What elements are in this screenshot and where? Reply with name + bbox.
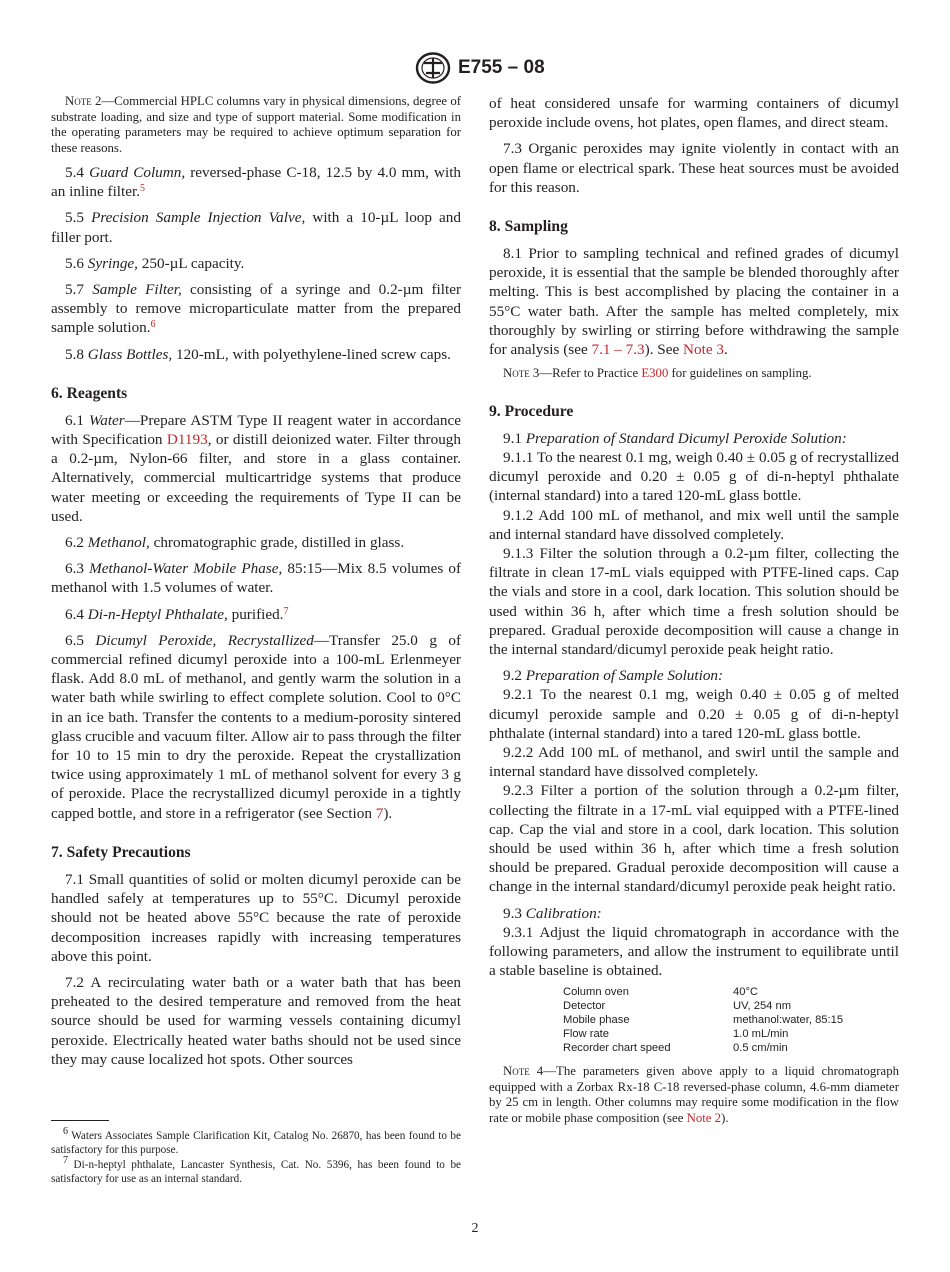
footnote-6 <box>51 1126 461 1157</box>
footnote-ref[interactable]: 5 <box>140 183 145 195</box>
section-6-4 <box>51 605 461 624</box>
parameter-row <box>563 1014 899 1028</box>
parameter-row <box>563 1042 899 1056</box>
page-number: 2 <box>471 1221 479 1236</box>
section-9-1-2: 9.1.2 Add 100 mL of methanol, and mix well until the sample and internal standard have dissolved completely. <box>489 506 899 543</box>
section-term: Water <box>88 411 125 429</box>
section-9-3-1: 9.3.1 Adjust the liquid chromatograph in accordance with the following parameters, and allow the instrument to equilibrate until a stable baseline is obtained. <box>489 923 899 980</box>
parameter-row <box>563 1000 899 1014</box>
section-term: Precision Sample Injection Valve, <box>91 209 306 227</box>
section-number: 9.3 <box>503 904 522 922</box>
page-header <box>0 52 950 86</box>
section-text: , 85:15—Mix 8.5 volumes of methanol with 1.5 volumes of water. <box>51 560 462 597</box>
parameter-value: 1.0 mL/min <box>733 1027 789 1040</box>
section-9-1 <box>489 429 899 448</box>
instrument-parameters-table <box>563 986 899 1055</box>
section-6-2 <box>51 533 461 552</box>
link-e300[interactable]: E300 <box>641 366 669 381</box>
footnote-text: Waters Associates Sample Clarification Kit, Catalog No. 26870, has been found to be satisfactory for this purpose. <box>51 1130 461 1156</box>
section-term: Calibration: <box>525 904 602 922</box>
section-text: ). See <box>644 341 684 359</box>
section-term: Preparation of Sample Solution: <box>525 667 724 685</box>
section-term: Glass Bottles, <box>87 345 173 363</box>
note-text: for guidelines on sampling. <box>668 366 812 381</box>
section-term: Syringe, <box>87 254 138 272</box>
section-number: 9.2 <box>503 667 522 685</box>
footnotes <box>51 1120 461 1187</box>
footnote-divider <box>51 1120 109 1121</box>
section-text: 8.1 Prior to sampling technical and refined grades of dicumyl peroxide, it is essential that the sample be blended thoroughly after melting. This is best accomplished by placing the container in a 55°C water bath. After the sample has melted completely, mix thoroughly by swirling or stirring before withdrawing the sample for analysis (see <box>489 245 899 359</box>
footnote-text: Di-n-heptyl phthalate, Lancaster Synthesis, Cat. No. 5396, has been found to be satisfactory for use as an internal standard. <box>51 1159 461 1185</box>
note-label: Note 4 <box>503 1064 544 1079</box>
section-text: 250-µL capacity. <box>137 254 245 272</box>
link-d1193[interactable]: D1193 <box>166 431 208 449</box>
section-5-8 <box>51 345 461 364</box>
note-4 <box>489 1064 899 1126</box>
right-column <box>489 94 899 1133</box>
note-label: Note 2 <box>65 94 102 108</box>
note-text: ). <box>721 1110 729 1125</box>
section-text: ). <box>383 804 393 822</box>
section-5-5 <box>51 208 461 246</box>
section-number: 5.5 <box>65 209 84 227</box>
section-term: Di-n-Heptyl Phthalate, <box>87 605 228 623</box>
link-note-2[interactable]: Note 2 <box>686 1110 722 1125</box>
parameter-row <box>563 986 899 1000</box>
document-designation: E755 – 08 <box>458 57 545 78</box>
footnote-number: 7 <box>63 1155 68 1166</box>
section-9-1-1: 9.1.1 To the nearest 0.1 mg, weigh 0.40 ± 0.05 g of recrystallized dicumyl peroxide and 0.20 ± 0.05 g of di-n-heptyl phthalate (internal standard) into a tared 120-mL glass bottle. <box>489 448 899 505</box>
parameter-name: Detector <box>563 1000 606 1013</box>
left-column <box>51 94 461 1069</box>
section-heading-reagents: 6. Reagents <box>51 384 128 402</box>
section-heading-safety: 7. Safety Precautions <box>51 843 191 861</box>
section-text: . <box>723 341 728 359</box>
parameter-value: methanol:water, 85:15 <box>733 1014 844 1027</box>
section-7-3: 7.3 Organic peroxides may ignite violently in contact with an open flame or electrical spark. These heat sources must be avoided for this reason. <box>489 140 899 196</box>
section-number: 6.5 <box>65 631 84 649</box>
section-heading-sampling: 8. Sampling <box>489 218 568 236</box>
section-heading-procedure: 9. Procedure <box>489 402 574 420</box>
section-text: —Prepare ASTM Type II reagent water in accordance with Specification <box>51 411 461 449</box>
section-number: 9.1 <box>503 429 522 447</box>
section-9-2-1: 9.2.1 To the nearest 0.1 mg, weigh 0.40 ± 0.05 g of melted dicumyl peroxide sample and 0.20 ± 0.05 g of di-n-heptyl phthalate (internal standard) into a tared 120-mL glass bottle. <box>489 686 899 742</box>
parameter-value: UV, 254 nm <box>733 1000 792 1013</box>
section-5-4 <box>51 163 461 201</box>
parameter-name: Column oven <box>563 986 629 999</box>
parameter-name: Mobile phase <box>563 1014 630 1027</box>
section-number: 6.1 <box>65 411 84 429</box>
footnote-ref[interactable]: 7 <box>283 605 289 617</box>
section-number: 5.7 <box>65 281 84 299</box>
section-number: 6.2 <box>65 534 84 552</box>
section-number: 6.4 <box>65 605 84 623</box>
section-6-1 <box>51 411 461 526</box>
section-6-5 <box>51 631 461 823</box>
astm-logo-icon <box>415 52 451 84</box>
section-text: reversed-phase C-18, 12.5 by 4.0 mm, with an inline filter. <box>51 164 462 201</box>
note-text: —Refer to Practice <box>539 366 642 381</box>
section-9-2 <box>489 666 899 685</box>
parameter-row <box>563 1028 899 1042</box>
note-3 <box>489 366 899 382</box>
section-6-3 <box>51 559 461 597</box>
section-7-2: 7.2 A recirculating water bath or a water bath that has been preheated to the desired temperature and removed from the heat source should be used for warming vessels containing dicumyl peroxide. Electrically heated water baths should not be used since they may cause localized hot spots. Other sources <box>51 973 461 1068</box>
section-term: Sample Filter, <box>92 281 182 299</box>
footnote-7 <box>51 1155 461 1186</box>
section-text: 120-mL, with polyethylene-lined screw caps. <box>172 345 451 363</box>
footnote-number: 6 <box>63 1126 68 1137</box>
section-number: 5.8 <box>65 345 84 363</box>
section-term: Preparation of Standard Dicumyl Peroxide Solution: <box>525 429 847 447</box>
footnote-ref[interactable]: 6 <box>150 319 156 331</box>
parameter-value: 0.5 cm/min <box>733 1041 788 1054</box>
link-sections-7-1-7-3[interactable]: 7.1 – 7.3 <box>591 341 645 359</box>
section-9-2-3: 9.2.3 Filter a portion of the solution through a 0.2-µm filter, collecting the filtrate in a 17-mL vial equipped with a PTFE-lined cap. Cap the vial and store in a cool, dark location. This solution should be used within 36 h, after which time a fresh solution should be prepared. Gradual peroxide decomposition will cause a change in the internal standard/dicumyl peroxide peak height ratio. <box>489 782 899 896</box>
note-2 <box>51 94 461 156</box>
section-9-3 <box>489 904 899 923</box>
section-text: , or distill deionized water. Filter through a 0.2-µm, Nylon-66 filter, and store in a glass container. Alternatively, commercial multicartridge systems that produce water meeting or exceeding the requirements of Type II can be used. <box>51 431 461 525</box>
section-5-6 <box>51 254 461 273</box>
parameter-name: Recorder chart speed <box>563 1041 671 1054</box>
section-text: with a 10-µL loop and filler port. <box>51 209 461 246</box>
section-number: 5.4 <box>65 164 84 181</box>
section-text: —Transfer 25.0 g of commercial refined dicumyl peroxide into a 100-mL Erlenmeyer flask. Add 8.0 mL of methanol, and gently warm the solution in a water bath while swirling to effect complete solution. Cool to 0°C in an ice bath. Transfer the contents to a medium-porosity sintered glass crucible and vacuum filter. Allow air to pass through the filter for 10 to 15 min to dry the peroxide. Repeat the crystallization twice using approximately 1 mL of methanol solvent for every 3 g of peroxide. Place the recrystallized dicumyl peroxide in a tightly capped bottle, and store in a refrigerator (see Section <box>51 631 461 822</box>
parameter-value: 40°C <box>733 986 758 999</box>
section-9-1-3: 9.1.3 Filter the solution through a 0.2-µm filter, collecting the filtrate in clean 17-mL vials equipped with PTFE-lined caps. Cap the vials and store in a cool, dark location. This solution should be used within 36 h, after which time a fresh solution should be prepared. Gradual peroxide decomposition will cause a change in the internal standard/dicumyl peroxide peak height ratio. <box>489 544 899 658</box>
note-text: —The parameters given above apply to a liquid chromatograph equipped with a Zorbax Rx-18 C-18 reversed-phase column, 4.6-mm diameter by 25 cm in length. Other columns may require some modification in the flow rate or mobile phase composition (see <box>489 1064 899 1125</box>
section-number: 6.3 <box>65 560 84 578</box>
section-7-2-continued: of heat considered unsafe for warming containers of dicumyl peroxide include ovens, hot plates, open flames, and direct steam. <box>489 95 899 132</box>
note-text: —Commercial HPLC columns vary in physical dimensions, degree of substrate loading, and size and type of support material. Some modification in the operating parameters may be required to achieve optimum separation for these reasons. <box>51 94 461 155</box>
section-text: chromatographic grade, distilled in glass. <box>149 534 405 552</box>
section-text: consisting of a syringe and 0.2-µm filter assembly to remove microparticulate matter from the prepared sample solution. <box>51 281 462 337</box>
link-note-3[interactable]: Note 3 <box>683 341 724 359</box>
section-8-1 <box>489 244 899 359</box>
section-term: Guard Column, <box>89 164 186 181</box>
section-term: Methanol-Water Mobile Phase <box>89 560 279 578</box>
section-5-7 <box>51 280 461 338</box>
section-text: purified. <box>227 605 284 623</box>
section-9-2-2: 9.2.2 Add 100 mL of methanol, and swirl until the sample and internal standard have dissolved completely. <box>489 743 899 781</box>
section-term: Methanol, <box>87 534 150 552</box>
section-term: Dicumyl Peroxide, Recrystallized <box>95 631 314 649</box>
parameter-name: Flow rate <box>563 1027 610 1040</box>
section-number: 5.6 <box>65 254 84 272</box>
note-label: Note 3 <box>503 366 540 381</box>
section-7-1: 7.1 Small quantities of solid or molten dicumyl peroxide can be handled safely at temperatures up to 55°C. Dicumyl peroxide should not be heated above 55°C because the rate of peroxide decomposition increases rapidly with increasing temperatures above this point. <box>51 870 461 965</box>
link-section-7[interactable]: 7 <box>375 804 384 822</box>
